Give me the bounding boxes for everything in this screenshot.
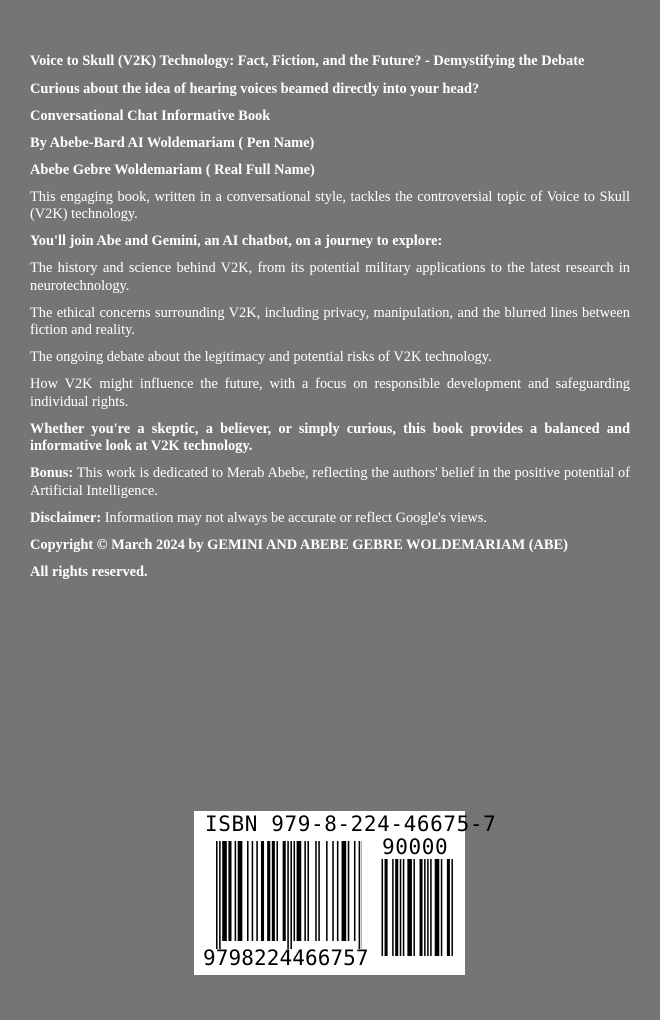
point-debate: The ongoing debate about the legitimacy and potential risks of V2K technology.: [30, 349, 492, 365]
barcode-bar: [420, 859, 423, 956]
barcode-bar: [451, 859, 453, 956]
barcode-bar: [222, 841, 227, 941]
barcode-bar: [287, 841, 289, 949]
isbn-label: ISBN 979-8-224-46675-7: [205, 812, 497, 836]
barcode-bar: [216, 841, 218, 949]
point-history: The history and science behind V2K, from its potential military applications to the latest research in neurotechnology.: [30, 260, 630, 294]
barcode-digits: 9798224466757: [203, 946, 369, 970]
barcode-bar: [297, 841, 302, 941]
barcode-bar: [276, 841, 278, 941]
hook-question: Curious about the idea of hearing voices beamed directly into your head?: [30, 80, 480, 97]
barcode-bar: [400, 859, 402, 956]
barcode-bar: [332, 841, 334, 941]
barcode-bar: [304, 841, 306, 941]
barcode-bar: [290, 841, 292, 949]
point-ethics: The ethical concerns surrounding V2K, including privacy, manipulation, and the blurred lines between fiction and reality.: [30, 304, 630, 338]
barcode-bar: [283, 841, 286, 941]
barcode-bar: [247, 841, 249, 941]
barcode-bar: [385, 859, 388, 956]
barcode-bar: [272, 841, 275, 941]
disclaimer-label: Disclaimer:: [30, 509, 102, 526]
rights-line: All rights reserved.: [30, 563, 148, 580]
book-genre: Conversational Chat Informative Book: [30, 107, 271, 124]
barcode-bar: [447, 859, 450, 956]
barcode-bar: [267, 841, 270, 941]
barcode-bar: [430, 859, 432, 956]
barcode-bar: [395, 859, 398, 956]
barcode-bar: [252, 841, 254, 941]
bonus-paragraph: [30, 465, 630, 500]
book-title: Voice to Skull (V2K) Technology: Fact, Fiction, and the Future? - Demystifying the Debate: [30, 53, 585, 69]
barcode-bar: [348, 841, 350, 941]
addon-bars: [380, 859, 460, 959]
disclaimer-text: Information may not always be accurate or reflect Google's views.: [101, 509, 487, 526]
barcode-bar: [326, 841, 328, 941]
barcode-bar: [392, 859, 394, 956]
barcode-bar: [235, 841, 237, 941]
journey-heading: You'll join Abe and Gemini, an AI chatbot, on a journey to explore:: [30, 233, 443, 249]
barcode-bar: [435, 859, 440, 956]
barcode-bar: [382, 859, 384, 956]
barcode-bar: [424, 859, 426, 956]
barcode-bar: [342, 841, 347, 941]
bonus-label: Bonus:: [30, 465, 74, 481]
barcode-bar: [261, 841, 264, 941]
back-cover-text: [30, 53, 630, 591]
barcode-bar: [359, 841, 361, 949]
intro-paragraph: This engaging book, written in a conversational style, tackles the controversial topic of Voice to Skull (V2K) technology.: [30, 188, 630, 222]
summary-paragraph: Whether you're a skeptic, a believer, or simply curious, this book provides a balanced and informative look at V2K technology.: [30, 420, 630, 454]
barcode-bar: [307, 841, 309, 941]
barcode-bar: [238, 841, 243, 941]
copyright-line: Copyright © March 2024 by GEMINI AND ABEBE GEBRE WOLDEMARIAM (ABE): [30, 536, 568, 553]
isbn-barcode: [194, 811, 497, 975]
byline-real-name: Abebe Gebre Woldemariam ( Real Full Name): [30, 161, 315, 178]
barcode-bar: [315, 841, 317, 941]
barcode-bar: [219, 841, 221, 949]
barcode-bar: [337, 841, 339, 941]
barcode-bar: [256, 841, 258, 941]
barcode-bar: [441, 859, 443, 956]
point-future: How V2K might influence the future, with a focus on responsible development and safeguarding individual rights.: [30, 376, 630, 410]
byline-pen-name: By Abebe-Bard AI Woldemariam ( Pen Name): [30, 134, 315, 151]
barcode-bar: [407, 859, 412, 956]
barcode-bar: [403, 859, 405, 956]
bonus-text: This work is dedicated to Merab Abebe, reflecting the authors' belief in the positive potential of Artificial Intelligence.: [30, 465, 630, 499]
barcode-bar: [318, 841, 320, 941]
barcode-bar: [354, 841, 356, 941]
disclaimer-paragraph: [30, 510, 630, 528]
ean13-bars: [216, 841, 362, 949]
price-code: 90000: [382, 835, 449, 859]
barcode-bar: [294, 841, 296, 941]
barcode-bar: [413, 859, 415, 956]
barcode-bar: [228, 841, 231, 941]
barcode-bar: [427, 859, 429, 956]
